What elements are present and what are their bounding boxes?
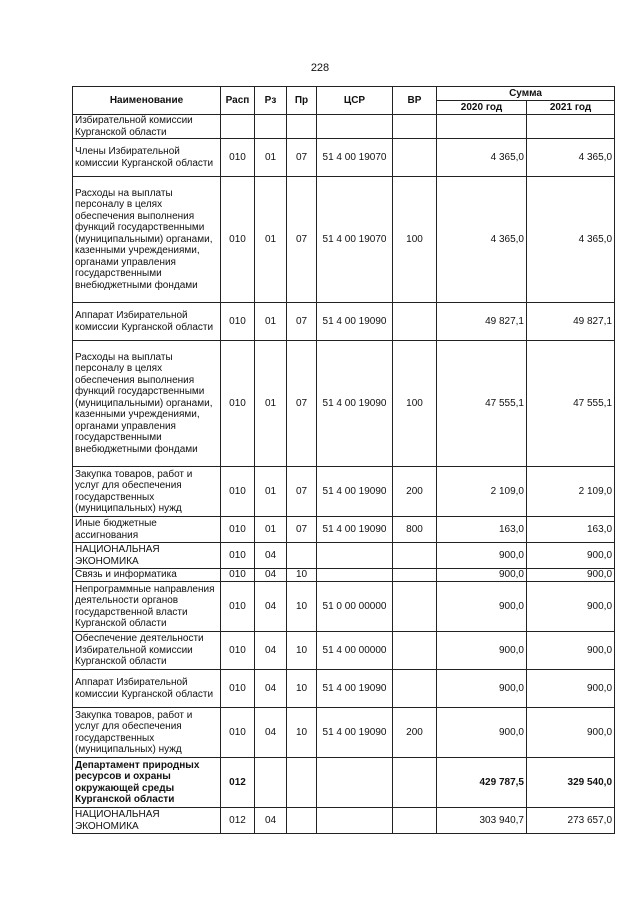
- cell-vr: [393, 543, 437, 569]
- table-row: [73, 467, 615, 517]
- cell-pr: 10: [287, 582, 317, 632]
- cell-name: Аппарат Избирательной комиссии Курганской области: [73, 303, 221, 341]
- cell-rasp: 012: [221, 758, 255, 808]
- cell-sum-2020: 49 827,1: [437, 303, 527, 341]
- cell-csr: 51 4 00 19070: [317, 177, 393, 303]
- cell-rasp: 010: [221, 467, 255, 517]
- header-csr: ЦСР: [317, 87, 393, 115]
- header-name: Наименование: [73, 87, 221, 115]
- cell-csr: 51 4 00 19070: [317, 139, 393, 177]
- table-row: [73, 303, 615, 341]
- cell-rz: 01: [255, 177, 287, 303]
- cell-rasp: 012: [221, 808, 255, 834]
- cell-vr: [393, 758, 437, 808]
- cell-sum-2020: 4 365,0: [437, 177, 527, 303]
- cell-name: НАЦИОНАЛЬНАЯ ЭКОНОМИКА: [73, 543, 221, 569]
- header-sum: Сумма: [437, 87, 615, 101]
- cell-name: Расходы на выплаты персоналу в целях обеспечения выполнения функций государственными (муниципальными) органами, казенными учреждениями, органами управления государственными внебюджетными фондами: [73, 341, 221, 467]
- cell-name: Закупка товаров, работ и услуг для обеспечения государственных (муниципальных) нужд: [73, 708, 221, 758]
- table-body: [73, 115, 615, 834]
- header-year-2020: 2020 год: [437, 101, 527, 115]
- cell-pr: 10: [287, 569, 317, 582]
- table-row: [73, 632, 615, 670]
- cell-vr: [393, 303, 437, 341]
- cell-sum-2020: 47 555,1: [437, 341, 527, 467]
- cell-rz: 04: [255, 582, 287, 632]
- cell-csr: 51 4 00 19090: [317, 670, 393, 708]
- cell-sum-2021: 900,0: [527, 708, 615, 758]
- cell-vr: 100: [393, 177, 437, 303]
- cell-rasp: 010: [221, 139, 255, 177]
- cell-pr: 07: [287, 303, 317, 341]
- table-row: [73, 808, 615, 834]
- cell-csr: 51 4 00 19090: [317, 517, 393, 543]
- cell-rz: [255, 115, 287, 139]
- cell-csr: 51 4 00 19090: [317, 341, 393, 467]
- cell-vr: [393, 582, 437, 632]
- table-row: [73, 670, 615, 708]
- cell-sum-2020: 900,0: [437, 582, 527, 632]
- cell-pr: [287, 543, 317, 569]
- cell-name: Закупка товаров, работ и услуг для обеспечения государственных (муниципальных) нужд: [73, 467, 221, 517]
- cell-pr: 07: [287, 467, 317, 517]
- cell-sum-2020: 900,0: [437, 708, 527, 758]
- cell-csr: 51 4 00 19090: [317, 708, 393, 758]
- cell-csr: 51 4 00 00000: [317, 632, 393, 670]
- cell-vr: 800: [393, 517, 437, 543]
- cell-sum-2021: 2 109,0: [527, 467, 615, 517]
- cell-pr: 07: [287, 517, 317, 543]
- cell-rasp: 010: [221, 341, 255, 467]
- cell-rz: 01: [255, 303, 287, 341]
- table-row: [73, 115, 615, 139]
- cell-vr: [393, 808, 437, 834]
- cell-sum-2020: 303 940,7: [437, 808, 527, 834]
- cell-rasp: 010: [221, 303, 255, 341]
- cell-rasp: 010: [221, 708, 255, 758]
- cell-sum-2020: [437, 115, 527, 139]
- header-pr: Пр: [287, 87, 317, 115]
- cell-rz: 01: [255, 139, 287, 177]
- cell-rz: 04: [255, 543, 287, 569]
- cell-sum-2021: 900,0: [527, 582, 615, 632]
- cell-name: Связь и информатика: [73, 569, 221, 582]
- cell-sum-2021: 163,0: [527, 517, 615, 543]
- cell-vr: [393, 139, 437, 177]
- table-row: [73, 139, 615, 177]
- cell-name: Аппарат Избирательной комиссии Курганской области: [73, 670, 221, 708]
- cell-pr: 07: [287, 139, 317, 177]
- cell-csr: 51 0 00 00000: [317, 582, 393, 632]
- cell-rasp: 010: [221, 517, 255, 543]
- cell-rz: 04: [255, 708, 287, 758]
- cell-rz: 01: [255, 341, 287, 467]
- cell-rz: 01: [255, 517, 287, 543]
- cell-vr: [393, 670, 437, 708]
- cell-sum-2021: 900,0: [527, 569, 615, 582]
- cell-sum-2021: 4 365,0: [527, 139, 615, 177]
- cell-sum-2021: 47 555,1: [527, 341, 615, 467]
- cell-pr: 07: [287, 341, 317, 467]
- cell-pr: [287, 115, 317, 139]
- cell-sum-2020: 900,0: [437, 670, 527, 708]
- cell-sum-2020: 429 787,5: [437, 758, 527, 808]
- table-row: [73, 177, 615, 303]
- table-row: [73, 582, 615, 632]
- cell-pr: 10: [287, 708, 317, 758]
- cell-sum-2020: 900,0: [437, 569, 527, 582]
- table-row: [73, 543, 615, 569]
- table-row: [73, 708, 615, 758]
- cell-sum-2020: 163,0: [437, 517, 527, 543]
- budget-table: [72, 86, 615, 834]
- cell-sum-2021: 273 657,0: [527, 808, 615, 834]
- header-vr: ВР: [393, 87, 437, 115]
- cell-rz: 01: [255, 467, 287, 517]
- cell-rasp: [221, 115, 255, 139]
- cell-name: Непрограммные направления деятельности органов государственной власти Курганской области: [73, 582, 221, 632]
- cell-sum-2021: 900,0: [527, 543, 615, 569]
- cell-vr: [393, 569, 437, 582]
- cell-csr: 51 4 00 19090: [317, 303, 393, 341]
- cell-name: Иные бюджетные ассигнования: [73, 517, 221, 543]
- cell-sum-2020: 900,0: [437, 543, 527, 569]
- cell-csr: [317, 758, 393, 808]
- cell-sum-2021: 329 540,0: [527, 758, 615, 808]
- cell-sum-2021: 900,0: [527, 632, 615, 670]
- header-rasp: Расп: [221, 87, 255, 115]
- cell-rz: 04: [255, 808, 287, 834]
- cell-sum-2020: 2 109,0: [437, 467, 527, 517]
- cell-rz: 04: [255, 632, 287, 670]
- cell-rasp: 010: [221, 543, 255, 569]
- cell-sum-2021: [527, 115, 615, 139]
- table-row: [73, 517, 615, 543]
- cell-rz: 04: [255, 569, 287, 582]
- cell-vr: 200: [393, 708, 437, 758]
- cell-rasp: 010: [221, 582, 255, 632]
- cell-rasp: 010: [221, 569, 255, 582]
- cell-vr: 200: [393, 467, 437, 517]
- header-year-2021: 2021 год: [527, 101, 615, 115]
- cell-csr: 51 4 00 19090: [317, 467, 393, 517]
- table-row: [73, 569, 615, 582]
- page-number: 228: [310, 62, 330, 74]
- cell-csr: [317, 543, 393, 569]
- cell-pr: 10: [287, 670, 317, 708]
- cell-name: НАЦИОНАЛЬНАЯ ЭКОНОМИКА: [73, 808, 221, 834]
- cell-rz: [255, 758, 287, 808]
- cell-pr: 10: [287, 632, 317, 670]
- cell-rz: 04: [255, 670, 287, 708]
- cell-sum-2020: 900,0: [437, 632, 527, 670]
- cell-vr: 100: [393, 341, 437, 467]
- cell-rasp: 010: [221, 632, 255, 670]
- cell-sum-2020: 4 365,0: [437, 139, 527, 177]
- cell-sum-2021: 4 365,0: [527, 177, 615, 303]
- cell-rasp: 010: [221, 177, 255, 303]
- cell-name: Обеспечение деятельности Избирательной комиссии Курганской области: [73, 632, 221, 670]
- table-row: [73, 758, 615, 808]
- cell-vr: [393, 632, 437, 670]
- cell-vr: [393, 115, 437, 139]
- cell-name: Расходы на выплаты персоналу в целях обеспечения выполнения функций государственными (муниципальными) органами, казенными учреждениями, органами управления государственными внебюджетными фондами: [73, 177, 221, 303]
- header-rz: Рз: [255, 87, 287, 115]
- cell-sum-2021: 49 827,1: [527, 303, 615, 341]
- cell-name: Члены Избирательной комиссии Курганской области: [73, 139, 221, 177]
- cell-csr: [317, 808, 393, 834]
- cell-pr: [287, 808, 317, 834]
- cell-csr: [317, 569, 393, 582]
- cell-rasp: 010: [221, 670, 255, 708]
- cell-csr: [317, 115, 393, 139]
- cell-name: Департамент природных ресурсов и охраны окружающей среды Курганской области: [73, 758, 221, 808]
- cell-pr: [287, 758, 317, 808]
- table-row: [73, 341, 615, 467]
- cell-sum-2021: 900,0: [527, 670, 615, 708]
- cell-pr: 07: [287, 177, 317, 303]
- cell-name: Избирательной комиссии Курганской области: [73, 115, 221, 139]
